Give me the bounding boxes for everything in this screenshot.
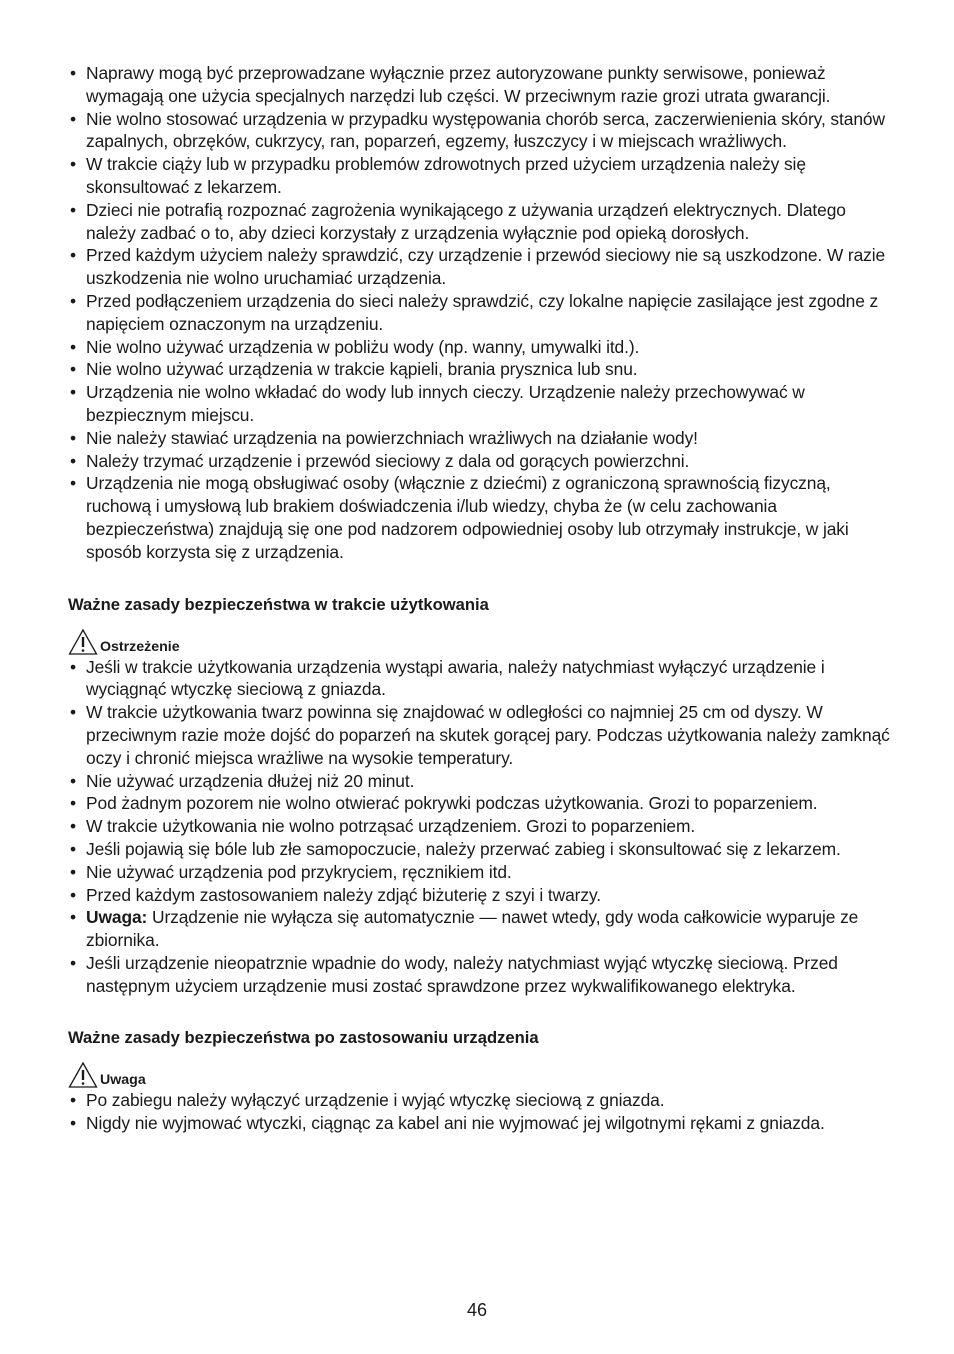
warning-callout xyxy=(68,626,898,656)
caution-callout xyxy=(68,1059,898,1089)
list-item: • Dzieci nie potrafią rozpoznać zagrożenia wynikającego z używania urządzeń elektrycznych. Dlatego należy zadbać o to, aby dzieci korzystały z urządzenia wyłącznie pod opieką dorosłych. xyxy=(68,199,898,245)
list-item: • W trakcie użytkowania twarz powinna się znajdować w odległości co najmniej 25 cm od dyszy. W przeciwnym razie może dojść do poparzeń na skutek gorącej pary. Podczas użytkowania należy zamknąć oczy i chronić miejsca wrażliwe na wysokie temperatury. xyxy=(68,701,898,769)
list-item: • Nie należy stawiać urządzenia na powierzchniach wrażliwych na działanie wody! xyxy=(68,427,898,450)
list-item: • W trakcie użytkowania nie wolno potrząsać urządzeniem. Grozi to poparzeniem. xyxy=(68,815,898,838)
list-item: • Pod żadnym pozorem nie wolno otwierać pokrywki podczas użytkowania. Grozi to poparzeniem. xyxy=(68,792,898,815)
list-item: • Jeśli w trakcie użytkowania urządzenia wystąpi awaria, należy natychmiast wyłączyć urządzenie i wyciągnąć wtyczkę sieciową z gniazda. xyxy=(68,656,898,702)
list-item: • Nigdy nie wyjmować wtyczki, ciągnąc za kabel ani nie wyjmować jej wilgotnymi rękami z gniazda. xyxy=(68,1112,898,1135)
list-item: • Nie wolno używać urządzenia w pobliżu wody (np. wanny, umywalki itd.). xyxy=(68,336,898,359)
during-use-list xyxy=(68,656,898,998)
page-number: 46 xyxy=(466,1300,488,1320)
warning-triangle-icon xyxy=(68,628,98,656)
list-item: • Nie używać urządzenia dłużej niż 20 minut. xyxy=(68,770,898,793)
note-text: Urządzenie nie wyłącza się automatycznie — nawet wtedy, gdy woda całkowicie wyparuje ze zbiornika. xyxy=(86,907,859,951)
warning-triangle-icon xyxy=(68,1061,98,1089)
general-safety-list xyxy=(68,62,898,564)
list-item: • Nie wolno używać urządzenia w trakcie kąpieli, brania prysznica lub snu. xyxy=(68,358,898,381)
list-item: • W trakcie ciąży lub w przypadku problemów zdrowotnych przed użyciem urządzenia należy się skonsultować z lekarzem. xyxy=(68,153,898,199)
note-label: Uwaga: xyxy=(86,907,148,928)
list-item: • Urządzenia nie wolno wkładać do wody lub innych cieczy. Urządzenie należy przechowywać w bezpiecznym miejscu. xyxy=(68,381,898,427)
list-item: • Jeśli urządzenie nieopatrznie wpadnie do wody, należy natychmiast wyjąć wtyczkę sieciową. Przed następnym użyciem urządzenie musi zostać sprawdzone przez wykwalifikowanego elektryka. xyxy=(68,952,898,998)
list-item: • Nie używać urządzenia pod przykryciem, ręcznikiem itd. xyxy=(68,861,898,884)
section-heading-during-use: Ważne zasady bezpieczeństwa w trakcie użytkowania xyxy=(68,594,489,614)
page-content xyxy=(68,62,898,1135)
list-item-note xyxy=(68,906,898,952)
after-use-list xyxy=(68,1089,898,1135)
list-item: • Przed każdym zastosowaniem należy zdjąć biżuterię z szyi i twarzy. xyxy=(68,884,898,907)
list-item: • Jeśli pojawią się bóle lub złe samopoczucie, należy przerwać zabieg i skonsultować się z lekarzem. xyxy=(68,838,898,861)
list-item: • Po zabiegu należy wyłączyć urządzenie i wyjąć wtyczkę sieciową z gniazda. xyxy=(68,1089,898,1112)
warning-label: Ostrzeżenie xyxy=(100,638,180,655)
list-item: • Należy trzymać urządzenie i przewód sieciowy z dala od gorących powierzchni. xyxy=(68,450,898,473)
list-item: • Przed podłączeniem urządzenia do sieci należy sprawdzić, czy lokalne napięcie zasilające jest zgodne z napięciem oznaczonym na urządzeniu. xyxy=(68,290,898,336)
list-item: • Naprawy mogą być przeprowadzane wyłącznie przez autoryzowane punkty serwisowe, ponieważ wymagają one użycia specjalnych narzędzi lub części. W przeciwnym razie grozi utrata gwarancji. xyxy=(68,62,898,108)
list-item: • Urządzenia nie mogą obsługiwać osoby (włącznie z dziećmi) z ograniczoną sprawnością fizyczną, ruchową i umysłową lub brakiem doświadczenia i/lub wiedzy, chyba że (w celu zachowania bezpieczeństwa) znajdują się one pod nadzorem odpowiedniej osoby lub otrzymały instrukcje, w jaki sposób korzysta się z urządzenia. xyxy=(68,472,898,563)
list-item: • Nie wolno stosować urządzenia w przypadku występowania chorób serca, zaczerwienienia skóry, stanów zapalnych, obrzęków, cukrzycy, ran, poparzeń, egzemy, łuszczycy i w miejscach wrażliwych. xyxy=(68,108,898,154)
section-heading-after-use: Ważne zasady bezpieczeństwa po zastosowaniu urządzenia xyxy=(68,1028,539,1048)
list-item: • Przed każdym użyciem należy sprawdzić, czy urządzenie i przewód sieciowy nie są uszkodzone. W razie uszkodzenia nie wolno uruchamiać urządzenia. xyxy=(68,244,898,290)
caution-label: Uwaga xyxy=(100,1072,146,1089)
